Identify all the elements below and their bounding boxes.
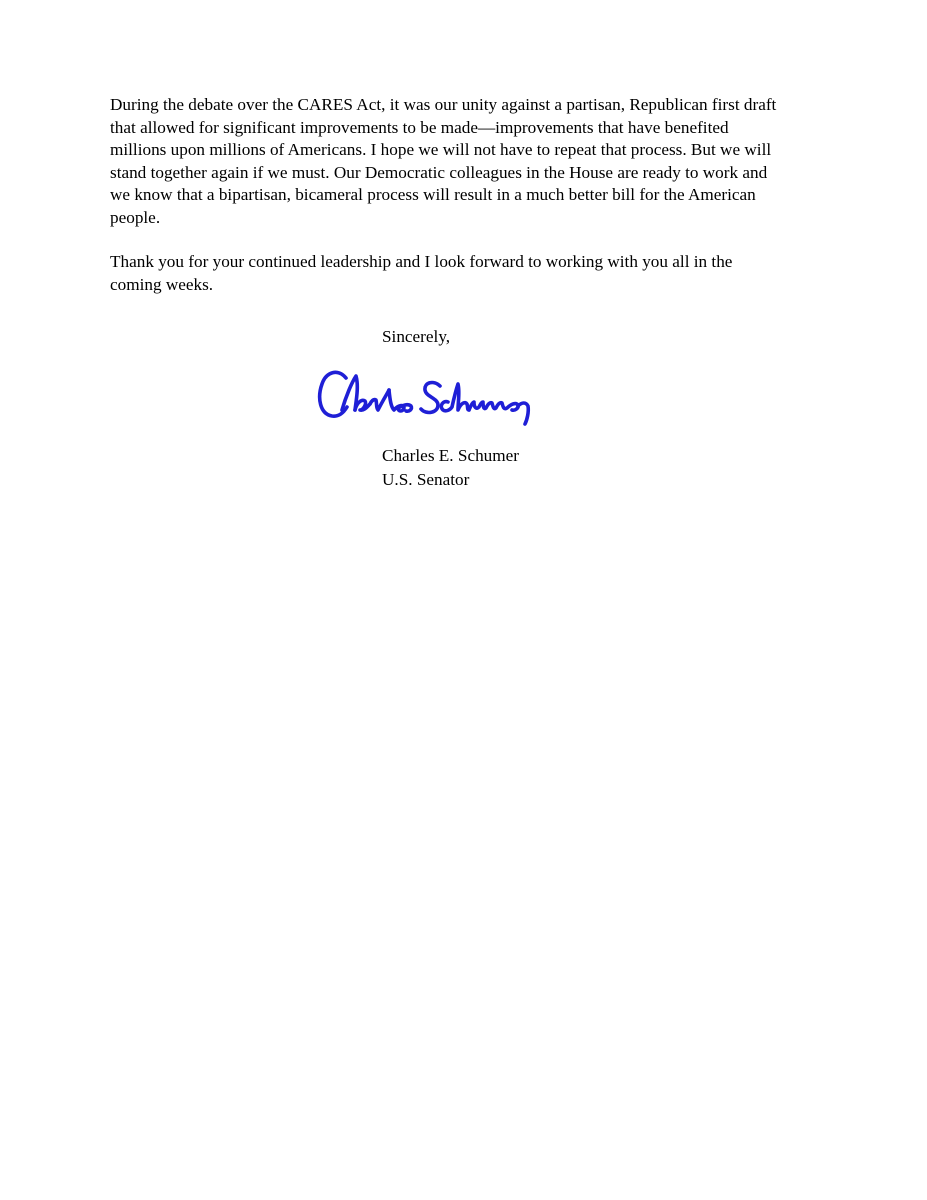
- handwritten-signature: [312, 360, 542, 430]
- paragraph-cares-act: [110, 94, 830, 229]
- paragraph-line: stand together again if we must. Our Democratic colleagues in the House are ready to work and: [110, 162, 768, 182]
- letter-body: [110, 94, 830, 318]
- signer-block: [382, 444, 519, 491]
- closing: [382, 326, 450, 349]
- paragraph-line: we know that a bipartisan, bicameral process will result in a much better bill for the American: [110, 185, 756, 204]
- signature-stroke: [518, 403, 528, 424]
- signature-stroke: [421, 383, 440, 413]
- signature-strokes: [320, 372, 529, 424]
- signer-title: U.S. Senator: [382, 469, 470, 489]
- signature-stroke: [370, 390, 389, 410]
- closing-text: Sincerely,: [382, 327, 451, 346]
- signature-stroke: [389, 390, 412, 411]
- paragraph-line: millions upon millions of Americans. I hope we will not have to repeat that process. But we will: [110, 140, 772, 159]
- paragraph-line: coming weeks.: [110, 274, 214, 294]
- paragraph-line: that allowed for significant improvements to be made—improvements that have benefited: [110, 117, 729, 137]
- signature-stroke: [355, 400, 370, 410]
- signature-stroke: [441, 384, 469, 411]
- signature-stroke: [469, 402, 518, 410]
- paragraph-line: Thank you for your continued leadership and I look forward to working with you all in the: [110, 252, 733, 271]
- signer-name: Charles E. Schumer: [382, 446, 519, 465]
- paragraph-line: During the debate over the CARES Act, it was our unity against a partisan, Republican first draft: [110, 95, 777, 114]
- paragraph-thanks: [110, 251, 830, 296]
- paragraph-line: people.: [110, 207, 161, 227]
